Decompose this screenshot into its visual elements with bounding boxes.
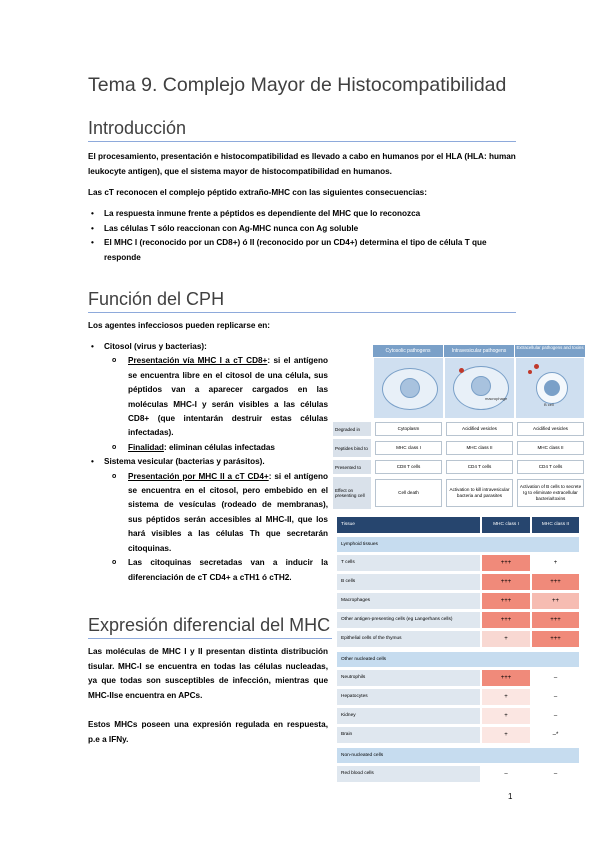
intro-paragraph-2: Las cT reconocen el complejo péptido extraño-MHC con las siguientes consecuencias: [88,188,427,197]
mhc-class-ii-cell: – [532,708,579,724]
table-row [337,631,579,648]
funcion-list [88,340,328,585]
table-header-cell: MHC class II [532,517,579,533]
mhc-class-i-cell: + [482,689,530,705]
fig1-col-header: Cytosolic pathogens [373,345,443,357]
fig1-cell: Activation to kill intravesicular bacteria and parasites [446,479,513,507]
list-item: o Presentación vía MHC I a cT CD8+: si el antígeno se encuentra libre en el citosol de una célula, sus péptidos van a aparecer cargados en las moléculas MHC-I y serán visibles a las células CD8+ (que intentarán destruir estas células infectadas). [88,354,328,440]
table-row [337,593,579,610]
pathogen-icon [534,364,539,369]
list-item: • Citosol (virus y bacterias): [88,340,328,354]
tissue-cell: Kidney [337,708,480,724]
mhc-class-i-cell: +++ [482,593,530,609]
fig1-col-header: Extracellular pathogens and toxins [515,345,585,357]
table-group-header: Non-nucleated cells [337,748,579,763]
table-row [337,689,579,706]
table-row [337,766,579,783]
nucleus-icon [544,380,560,396]
fig1-cell: Acidified vesicles [517,422,584,436]
nucleus-icon [400,378,420,398]
mhc-class-ii-cell: +++ [532,631,579,647]
tissue-cell: Neutrophils [337,670,480,686]
fig1-cell: Acidified vesicles [446,422,513,436]
pathogen-pathway-figure [333,345,585,511]
b-cell-label: B cell [544,402,554,407]
list-item: o Finalidad: eliminan células infectadas [88,441,328,455]
fig1-cell: Cytoplasm [375,422,442,436]
table-row [337,574,579,591]
table-row [337,670,579,687]
table-row [337,555,579,572]
mhc-class-ii-cell: –* [532,727,579,743]
table-row [337,612,579,629]
cytosolic-cell-image [373,357,444,419]
fig1-cell: CD8 T cells [375,460,442,474]
list-item: • El MHC I (reconocido por un CD8+) ó II (reconocido por un CD4+) determina el tipo de célula T que responde [88,236,516,265]
fig1-row-label: Degraded in [333,422,371,436]
heading-rule [88,638,332,639]
table-header-row [337,517,579,534]
mhc-class-ii-cell: + [532,555,579,571]
mhc-class-i-cell: – [482,766,530,782]
mhc-class-i-cell: +++ [482,670,530,686]
table-row [337,727,579,744]
heading-rule [88,312,516,313]
mhc-class-ii-cell: +++ [532,612,579,628]
tissue-cell: Hepatocytes [337,689,480,705]
tissue-cell: Macrophages [337,593,480,609]
table-group-header: Other nucleated cells [337,652,579,667]
mhc-class-i-cell: + [482,727,530,743]
expresion-paragraph-1: Las moléculas de MHC I y II presentan distinta distribución tisular. MHC-I se encuentra en todas las células nucleadas, ya que todas son susceptibles de infección, mientras que MHC-IIse encuentra en APCs. [88,647,328,700]
intro-paragraph-1: El procesamiento, presentación e histocompatibilidad es llevado a cabo en humanos por el HLA (HLA: human leukocyte antigen), que el sistema mayor de histocompatibilidad en humanos. [88,152,516,176]
expresion-paragraph-2: Estos MHCs poseen una expresión regulada en respuesta, p.e a IFNy. [88,720,328,744]
tissue-cell: Other antigen-presenting cells (eg Langerhans cells) [337,612,480,628]
page-number: 1 [508,792,513,801]
fig1-cell: MHC class II [446,441,513,455]
list-item: • Sistema vesicular (bacterias y parásitos). [88,455,328,469]
fig1-row-label: Effect on presenting cell [333,477,371,509]
intravesicular-cell-image [444,357,515,419]
mhc-class-i-cell: + [482,631,530,647]
extracellular-cell-image [515,357,585,419]
fig1-row-label: Peptides bind to [333,439,371,457]
fig1-cell: MHC class II [517,441,584,455]
heading-funcion: Función del CPH [88,289,225,309]
page-title: Tema 9. Complejo Mayor de Histocompatibilidad [88,74,507,96]
nucleus-icon [471,376,491,396]
mhc-class-i-cell: + [482,708,530,724]
mhc-tissue-table [337,517,579,817]
list-item: • Las células T sólo reaccionan con Ag-MHC nunca con Ag soluble [88,222,516,237]
macrophage-label: macrophage [485,396,508,401]
list-item: o Las citoquinas secretadas van a inducir la diferenciación de cT CD4+ a cTH1 ó cTH2. [88,556,328,585]
pathogen-icon [528,370,532,374]
fig1-col-header: Intravesicular pathogens [444,345,514,357]
tissue-cell: Red blood cells [337,766,480,782]
fig1-cell: CD4 T cells [446,460,513,474]
mhc-class-ii-cell: – [532,766,579,782]
pathogen-icon [459,368,464,373]
table-header-cell: Tissue [337,517,480,533]
mhc-class-ii-cell: – [532,689,579,705]
table-group-header: Lymphoid tissues [337,537,579,552]
tissue-cell: B cells [337,574,480,590]
list-item: • La respuesta inmune frente a péptidos es dependiente del MHC que lo reconozca [88,207,516,222]
heading-introduccion: Introducción [88,118,187,138]
funcion-lead: Los agentes infecciosos pueden replicarse en: [88,321,271,330]
mhc-class-ii-cell: +++ [532,574,579,590]
heading-expresion: Expresión diferencial del MHC [88,615,331,635]
intro-bullet-list [88,207,516,265]
mhc-class-i-cell: +++ [482,555,530,571]
list-item: o Presentación por MHC II a cT CD4+: si el antígeno se encuentra en el citosol, pero embebido en el sistema de vesículas (rodeado de membranas), sus péptidos serán accesibles al MHC-II, que los hará visibles a las células Th que secretarán citoquinas. [88,470,328,556]
fig1-cell: CD4 T cells [517,460,584,474]
heading-rule [88,141,516,142]
mhc-class-ii-cell: – [532,670,579,686]
tissue-cell: Epithelial cells of the thymus [337,631,480,647]
mhc-class-i-cell: +++ [482,612,530,628]
table-header-cell: MHC class I [482,517,530,533]
fig1-cell: Cell death [375,479,442,507]
fig1-row-label: Presented to [333,460,371,474]
mhc-class-ii-cell: ++ [532,593,579,609]
tissue-cell: Brain [337,727,480,743]
fig1-cell: MHC class I [375,441,442,455]
table-row [337,708,579,725]
mhc-class-i-cell: +++ [482,574,530,590]
tissue-cell: T cells [337,555,480,571]
fig1-cell: Activation of B cells to secrete Ig to eliminate extracellular bacteria/toxins [517,479,584,507]
